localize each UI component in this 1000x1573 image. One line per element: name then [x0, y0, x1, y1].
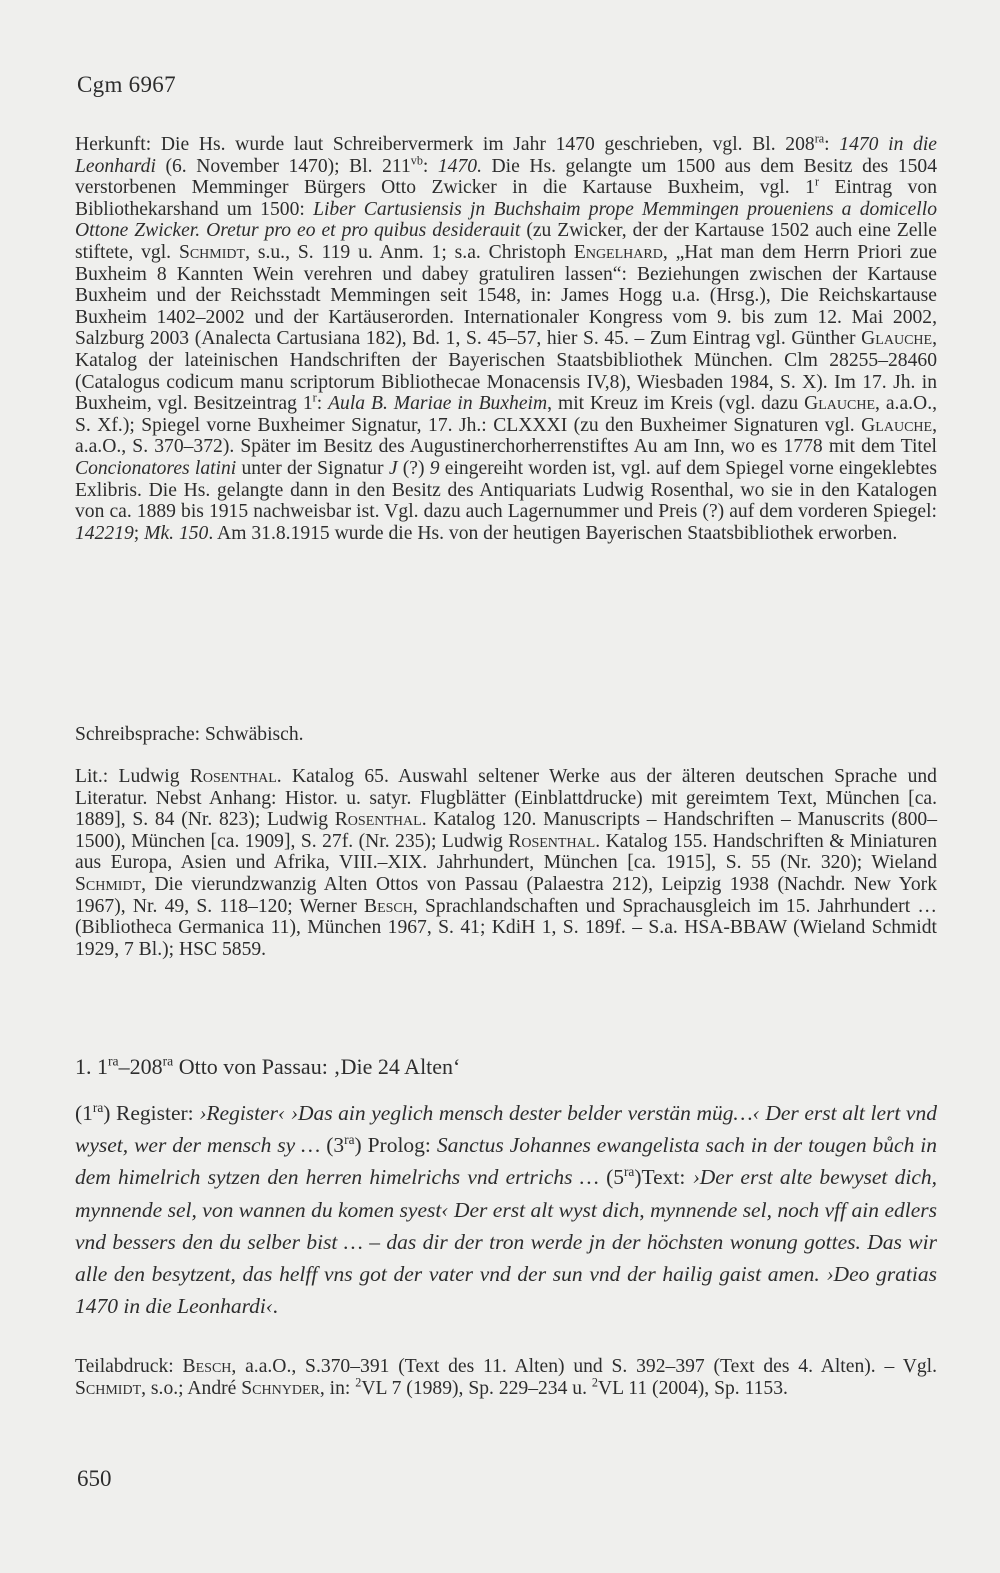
text-segment: , s.o.; André — [141, 1377, 242, 1399]
text-segment: VL 7 (1989), Sp. 229–234 u. — [361, 1377, 592, 1399]
text-segment: )Text: — [634, 1165, 693, 1190]
author-name: Rosenthal — [334, 809, 422, 831]
text-segment: , s.u., S. 119 u. Anm. 1; s.a. Christoph — [245, 241, 574, 263]
text-segment: ; — [133, 522, 145, 544]
text-segment: . Katalog 65. Auswahl seltener Werke aus der älteren deutschen Sprache und Literatur. Nebst Anhang: Histor. u. satyr. Flugblätter (Einblattdrucke) mit gereimtem Text, München [ca. 1889], S. 84 (Nr. 823); Ludwig — [75, 766, 937, 831]
text-segment: ) Register: — [103, 1101, 200, 1125]
literature-paragraph — [75, 766, 937, 960]
text-segment: , a.a.O., S.370–391 (Text des 11. Alten) und S. 392–397 (Text des 4. Alten). – Vgl. — [231, 1356, 937, 1377]
author-name: Rosenthal — [508, 830, 596, 852]
text-segment: , Katalog der lateinischen Handschriften der Bayerischen Staatsbibliothek München. Clm 28255–28460 (Catalogus codicum manu scriptorum Bibliothecae Monacensis IV,8), Wiesbaden 1984, S. X). Im 17. Jh. in Buxheim, vgl. Besitzeintrag 1 — [75, 328, 937, 415]
text-segment: Schreibsprache: Schwäbisch. — [75, 724, 304, 745]
text-segment: Otto von Passau: ‚Die 24 Alten‘ — [173, 1054, 461, 1079]
text-segment: (6. November 1470); Bl. 211 — [155, 155, 411, 177]
text-segment: unter der Signatur — [236, 457, 389, 479]
text-segment: : — [824, 134, 840, 155]
text-segment: (zu Zwicker, der der Kartause 1502 auch eine Zelle stiftete, vgl. — [75, 220, 937, 263]
reprint-paragraph — [75, 1356, 937, 1399]
text-segment: Lit.: Ludwig — [75, 766, 190, 787]
italic-quotation: Liber Cartusiensis jn Buchshaim prope Memmingen proueniens a domicello Ottone Zwicker. Oretur pro eo et pro quibus desiderauit — [75, 198, 937, 242]
page-number: 650 — [77, 1466, 112, 1491]
italic-quotation: Aula B. Mariae in Buxheim — [328, 393, 548, 415]
text-segment: 1. 1 — [75, 1054, 108, 1079]
superscript-folio: ra — [344, 1132, 355, 1148]
author-name: Schnyder — [241, 1377, 320, 1399]
incipit-paragraph — [75, 1097, 937, 1322]
italic-quotation: ›Register‹ ›Das ain yeglich mensch dester belder verstän müg…‹ Der erst alt lert vnd wyset, wer der mensch sy … — [75, 1101, 937, 1158]
text-segment: . Am 31.8.1915 wurde die Hs. von der heutigen Bayerischen Staatsbibliothek erworben. — [208, 522, 898, 544]
author-name: Schmidt — [178, 241, 246, 263]
author-name: Glauche — [804, 393, 876, 415]
shelfmark-heading: Cgm 6967 — [77, 72, 176, 97]
superscript-folio: r — [312, 390, 317, 405]
superscript-folio: ra — [108, 1053, 119, 1069]
author-name: Rosenthal — [189, 766, 277, 787]
provenance-text — [75, 131, 938, 544]
text-segment: , Sprachlandschaften und Sprachausgleich im 15. Jahrhundert … (Bibliotheca Germanica 11), München 1967, S. 41; KdiH 1, S. 189f. – S.a. HSA-BBAW (Wieland Schmidt 1929, 7 Bl.); HSC 5859. — [75, 895, 937, 960]
superscript-folio: ra — [814, 131, 825, 146]
provenance-paragraph — [75, 131, 938, 544]
italic-quotation: ›Der erst alte bewyset dich, mynnende sel, von wannen du komen syest‹ Der erst alt wyst dich, mynnende sel, noch vff ain edlers vnd bessers den du selber bist … – das dir der tron werde jn der höchsten wonung gottes. Das wir alle den besytzent, das helff vns got der vater vnd der sun vnd der hailig gaist amen. ›Deo gratias 1470 in die Leonhardi‹. — [75, 1165, 937, 1319]
text-segment: , „Hat man dem Herrn Priori zue Buxheim 8 Kannten Wein verehren und dabey gratuliren lassen“: Beziehungen zwischen der Kartause Buxheim und der Reichsstadt Memmingen seit 1548, in: James Hogg u.a. (Hrsg.), Die Reichskartause Buxheim 1402–2002 und der Kartäuserorden. Internationaler Kongress vom 9. bis zum 12. Mai 2002, Salzburg 2003 (Analecta Cartusiana 182), Bd. 1, S. 45–57, hier S. 45. – Zum Eintrag vgl. Günther — [75, 241, 938, 350]
author-name: Schmidt — [75, 873, 142, 895]
text-segment: Eintrag von Bibliothekarshand um 1500: — [75, 177, 938, 220]
text-segment: (1 — [75, 1101, 93, 1125]
text-segment: , Die vierundzwanzig Alten Ottos von Passau (Palaestra 212), Leipzig 1938 (Nachdr. New York 1967), Nr. 49, S. 118–120; Werner — [75, 873, 937, 917]
text-segment: ) Prolog: — [354, 1133, 437, 1158]
text-segment: (?) — [397, 457, 430, 479]
text-segment: . Katalog 155. Handschriften & Miniaturen aus Europa, Asien und Afrika, VIII.–XIX. Jahrhundert, München [ca. 1915], S. 55 (Nr. 320); Wieland — [75, 830, 937, 874]
text-segment: (5 — [598, 1165, 624, 1190]
author-name: Engelhard — [573, 241, 663, 263]
italic-quotation: Concionatores latini — [75, 457, 237, 479]
italic-quotation: 1470. — [437, 155, 482, 177]
superscript-folio: ra — [623, 1164, 635, 1180]
text-segment: , mit Kreuz im Kreis (vgl. dazu — [547, 393, 805, 415]
superscript-folio: 2 — [591, 1375, 598, 1390]
text-segment: , a.a.O., S. 370–372). Später im Besitz des Augustinerchorherrenstiftes Au am Inn, wo es 1778 mit dem Titel — [75, 414, 937, 458]
italic-quotation: 9 — [429, 457, 440, 479]
text-segment: , in: — [319, 1377, 356, 1399]
superscript-folio: 2 — [355, 1375, 362, 1390]
text-segment: : — [316, 393, 329, 415]
superscript-folio: r — [814, 174, 819, 189]
author-name: Glauche — [861, 414, 933, 436]
text-segment: , a.a.O., S. Xf.); Spiegel vorne Buxheimer Signatur, 17. Jh.: CLXXXI (zu den Buxheimer Signaturen vgl. — [75, 393, 937, 436]
superscript-folio: ra — [92, 1099, 104, 1115]
author-name: Glauche — [861, 328, 933, 350]
italic-quotation: J — [388, 457, 398, 479]
author-name: Besch — [364, 895, 413, 917]
item-heading — [75, 1054, 460, 1080]
language-paragraph — [75, 724, 937, 746]
text-segment: –208 — [118, 1054, 163, 1079]
text-segment: VL 11 (2004), Sp. 1153. — [597, 1377, 788, 1399]
italic-quotation: Sanctus Johannes ewangelista sach in der tougen bůch in dem himelrich sytzen den herren himelrichs vnd ertrichs … — [75, 1133, 937, 1190]
author-name: Schmidt — [75, 1377, 142, 1399]
text-segment: . Katalog 120. Manuscripts – Handschriften – Manuscrits (800–1500), München [ca. 1909], S. 27f. (Nr. 235); Ludwig — [75, 809, 937, 852]
text-segment: Die Hs. gelangte um 1500 aus dem Besitz des 1504 verstorbenen Memminger Bürgers Otto Zwicker in die Kartause Buxheim, vgl. 1 — [75, 155, 937, 199]
author-name: Besch — [182, 1356, 232, 1377]
italic-quotation: 1470 in die Leonhardi — [75, 134, 937, 177]
text-segment: Teilabdruck: — [75, 1356, 183, 1377]
superscript-folio: vb — [410, 153, 423, 168]
text-segment: Die Hs. wurde laut Schreibervermerk im Jahr 1470 geschrieben, vgl. Bl. 208 — [151, 134, 815, 155]
italic-quotation: 142219 — [75, 522, 134, 544]
text-segment: (3 — [320, 1133, 345, 1158]
superscript-folio: ra — [162, 1053, 174, 1069]
provenance-label: Herkunft: — [75, 134, 152, 155]
text-segment: : — [422, 155, 438, 177]
italic-quotation: Mk. 150 — [144, 522, 209, 544]
text-segment: eingereiht worden ist, vgl. auf dem Spiegel vorne eingeklebtes Exlibris. Die Hs. gelangte dann in den Besitz des Antiquariats Ludwig Rosenthal, wo sie in den Katalogen von ca. 1889 bis 1915 nachweisbar ist. Vgl. dazu auch Lagernummer und Preis (?) auf dem vorderen Spiegel: — [75, 457, 937, 523]
